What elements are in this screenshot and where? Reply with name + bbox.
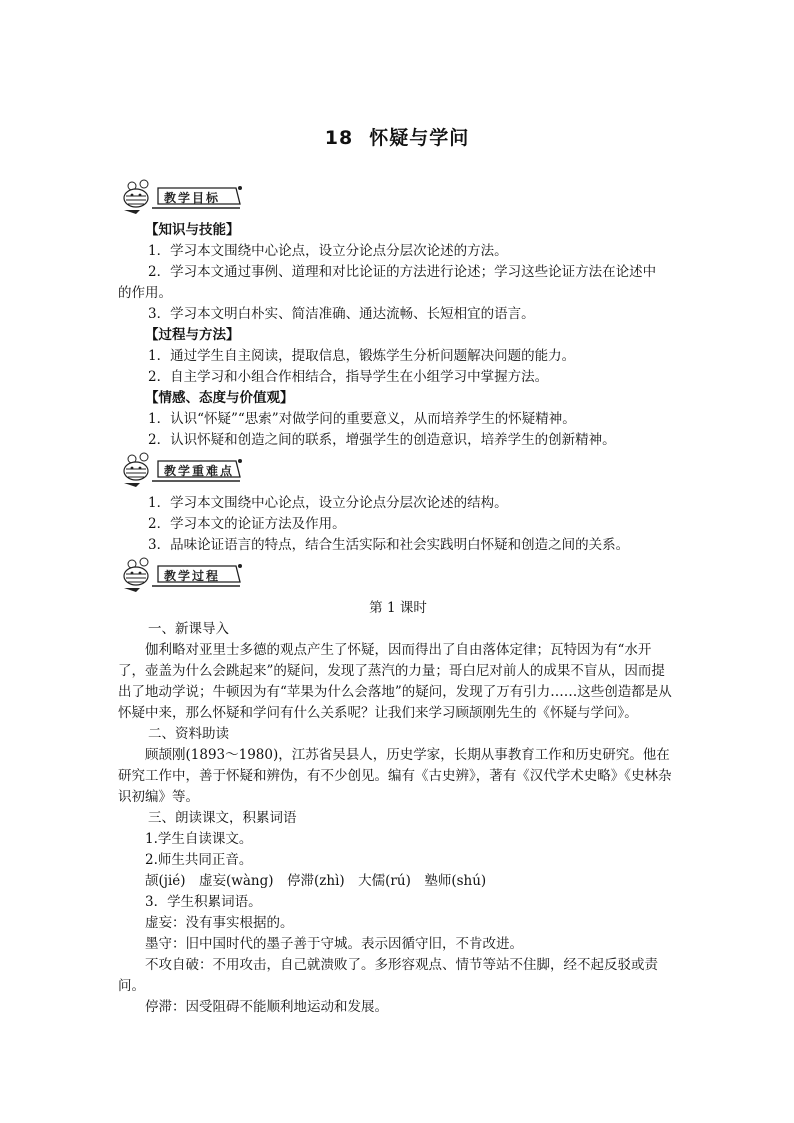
difficulty-3: 3．品味论证语言的特点，结合生活实际和社会实践明白怀疑和创造之间的关系。 [148, 537, 630, 553]
lesson-number: 18 [324, 127, 354, 149]
bio-paragraph: 顾颉刚(1893～1980)，江苏省吴县人，历史学家，长期从事教育工作和历史研究。他在研究工作中，善于怀疑和辨伪，有不少创见。编有《古史辨》，著有《汉代学术史略》《史林杂识初编》等。 [118, 747, 672, 805]
section-banner-process [118, 556, 678, 596]
goal-knowledge-1: 1．学习本文围绕中心论点，设立分论点分层次论述的方法。 [148, 243, 508, 259]
word-xuwang: 虚妄：没有事实根据的。 [145, 915, 294, 931]
step-heading-1: 一、新课导入 [148, 621, 229, 637]
goal-knowledge-2b: 的作用。 [118, 285, 172, 301]
document-body [118, 178, 678, 1018]
section-banner-goals [118, 178, 678, 218]
section-banner-process-label: 教学过程 [164, 569, 221, 583]
difficulty-2: 2．学习本文的论证方法及作用。 [148, 516, 346, 532]
goal-emotion-1: 1．认识“怀疑”“思索”对做学问的重要意义，从而培养学生的怀疑精神。 [148, 411, 576, 427]
section-banner-difficulties [118, 451, 678, 491]
goals-heading-emotion: 【情感、态度与价值观】 [145, 390, 294, 406]
goal-process-2: 2．自主学习和小组合作相结合，指导学生在小组学习中掌握方法。 [148, 369, 549, 385]
difficulty-1: 1．学习本文围绕中心论点，设立分论点分层次论述的结构。 [148, 495, 508, 511]
goals-heading-process: 【过程与方法】 [145, 327, 240, 343]
word-bugongzipo: 不攻自破：不用攻击，自己就溃败了。多形容观点、情节等站不住脚，经不起反驳或责问。 [118, 957, 658, 994]
goal-emotion-2: 2．认识怀疑和创造之间的联系，增强学生的创造意识，培养学生的创新精神。 [148, 432, 616, 448]
lesson-title [0, 123, 794, 150]
lesson-period: 第 1 课时 [369, 600, 427, 616]
goal-process-1: 1．通过学生自主阅读，提取信息，锻炼学生分析问题解决问题的能力。 [148, 348, 576, 364]
goal-knowledge-2a: 2．学习本文通过事例、道理和对比论证的方法进行论述；学习这些论证方法在论述中 [148, 264, 657, 280]
reading-step-2: 2.师生共同正音。 [145, 852, 253, 868]
goals-heading-knowledge: 【知识与技能】 [145, 222, 240, 238]
reading-step-3: 3．学生积累词语。 [145, 894, 262, 910]
word-moshou: 墨守：旧中国时代的墨子善于守城。表示因循守旧，不肯改进。 [145, 936, 523, 952]
step-heading-3: 三、朗读课文，积累词语 [148, 810, 297, 826]
goal-knowledge-3: 3．学习本文明白朴实、简洁准确、通达流畅、长短相宜的语言。 [148, 306, 535, 322]
step-heading-2: 二、资料助读 [148, 726, 229, 742]
section-banner-goals-label: 教学目标 [164, 191, 221, 205]
reading-step-1: 1.学生自读课文。 [145, 831, 253, 847]
section-banner-difficulties-label: 教学重难点 [164, 464, 235, 478]
pinyin-list: 颉(jié) 虚妄(wàng) 停滞(zhì) 大儒(rú) 塾师(shú) [145, 873, 487, 889]
lesson-title-text: 怀疑与学问 [369, 127, 470, 149]
word-tingzhi: 停滞：因受阻碍不能顺利地运动和发展。 [145, 999, 388, 1015]
intro-paragraph: 伽利略对亚里士多德的观点产生了怀疑，因而得出了自由落体定律；瓦特因为有“水开了，壶盖为什么会跳起来”的疑问，发现了蒸汽的力量；哥白尼对前人的成果不盲从，因而提出了地动学说；牛顿因为有“苹果为什么会落地”的疑问，发现了万有引力……这些创造都是从怀疑中来，那么怀疑和学问有什么关系呢？让我们来学习顾颉刚先生的《怀疑与学问》。 [118, 642, 672, 721]
